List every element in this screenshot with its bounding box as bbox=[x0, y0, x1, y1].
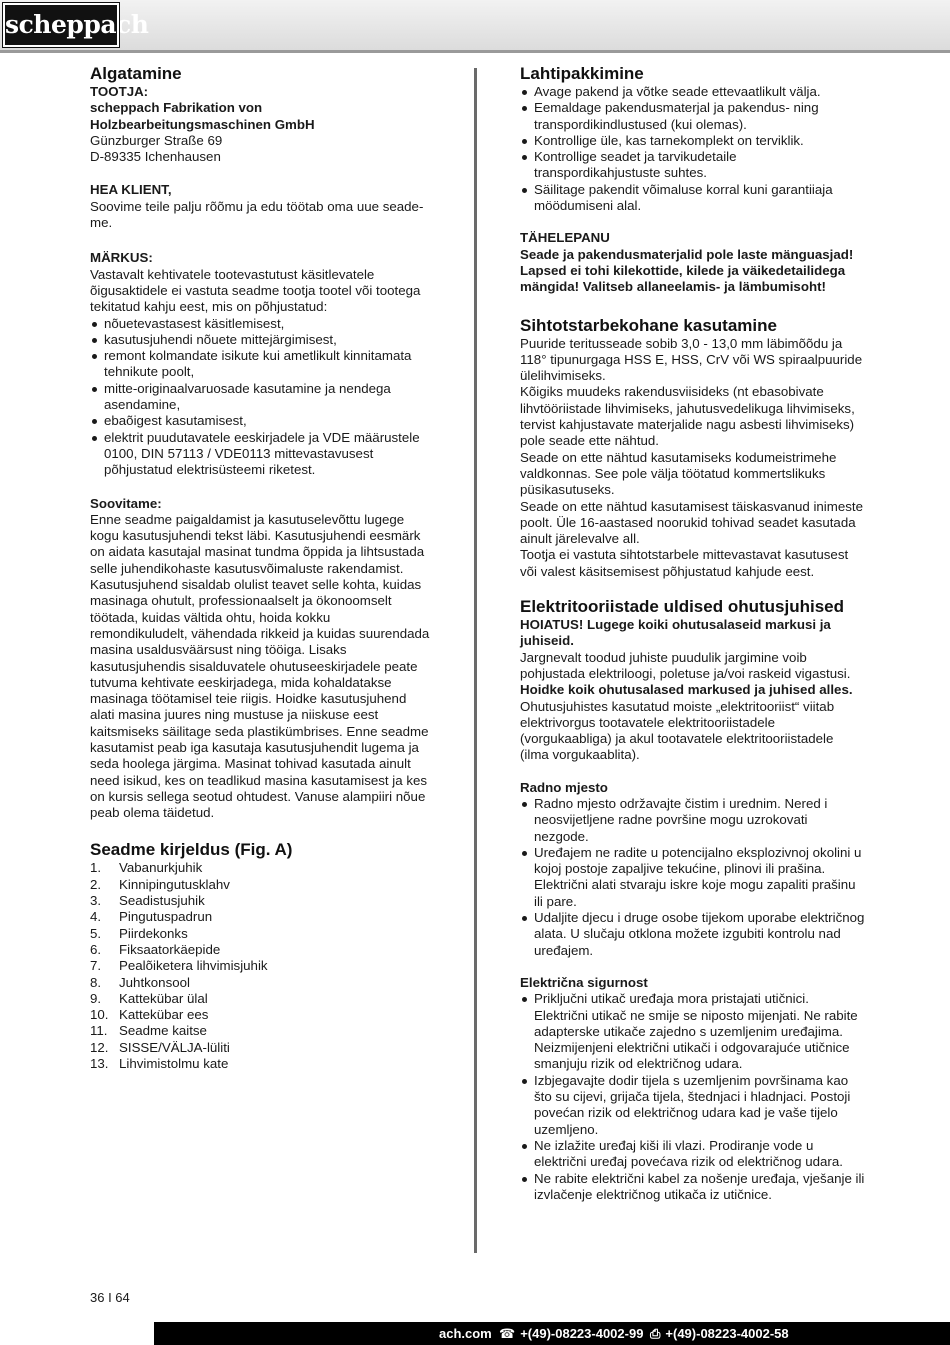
notes-item: nõuetevastasest käsitlemisest, bbox=[90, 316, 430, 332]
part-number: 7. bbox=[90, 958, 102, 974]
part-name: Seadme kaitse bbox=[119, 1023, 207, 1039]
purpose-paragraph: Seade on ette nähtud kasutamiseks kodumeistrimehe valdkonnas. See pole välja töötatud kommertslikuks püsikasutuseks. bbox=[520, 449, 837, 498]
maker-street: Günzburger Straße 69 bbox=[90, 132, 223, 148]
notes-text: Vastavalt kehtivatele tootevastutust käsitlevatele õigusaktidele ei vastuta seadme tootja tootel või tootega tekitatud kahju eest, mis on põhjustatud: bbox=[90, 266, 421, 315]
part-name: Piirdekonks bbox=[119, 925, 188, 941]
part-number: 10. bbox=[90, 1007, 109, 1023]
footer-fax-number: +(49)-08223-4002-58 bbox=[665, 1326, 789, 1341]
notes-item: mitte-originaalvaruosade kasutamine ja nendega asendamine, bbox=[90, 381, 430, 414]
attention-text: Seade ja pakendusmaterjalid pole laste mänguasjad! Lapsed ei tohi kilekottide, kilede ja väikedetailidega mängida! Valitseb allaneelamis- ja lämbumisoht! bbox=[520, 246, 854, 295]
part-number: 3. bbox=[90, 893, 102, 909]
work-area-label: Radno mjesto bbox=[520, 779, 608, 795]
scheppach-logo: scheppach bbox=[3, 3, 119, 47]
part-item bbox=[90, 942, 430, 958]
safety-text-2: Ohutusjuhistes kasutatud moiste „elektritooriist“ viitab elektrivorgus tootavatele elektritooriistadele (vorgukaabliga) ja akul tootavatele elektritooriistadele (ilma vorgukaablita). bbox=[520, 698, 835, 763]
electric-safety-label: Električna sigurnost bbox=[520, 974, 648, 990]
title-ohutusjuhised: Elektritooriistade uldised ohutusjuhised bbox=[520, 597, 844, 617]
notes-list bbox=[90, 316, 430, 479]
work-area-item: Radno mjesto održavajte čistim i urednim. Nered i neosvijetljene radne površine mogu uzrokovati nezgode. bbox=[520, 796, 865, 845]
part-name: Kinnipingutusklahv bbox=[119, 876, 230, 892]
header-bar bbox=[0, 0, 950, 53]
phone-icon: ☎ bbox=[499, 1326, 516, 1341]
part-name: Fiksaatorkäepide bbox=[119, 941, 221, 957]
work-area-item: Uređajem ne radite u potencijalno eksplozivnoj okolini u kojoj postoje zapaljive tekućine, plinovi ili prašina. Električni alati stvaraju iskre koje mogu zapaliti prašinu ili pare. bbox=[520, 845, 865, 910]
part-number: 11. bbox=[90, 1023, 108, 1039]
footer-phone-number: +(49)-08223-4002-99 bbox=[520, 1326, 644, 1341]
title-algatamine: Algatamine bbox=[90, 64, 182, 83]
part-item bbox=[90, 975, 430, 991]
footer-website: ach.com bbox=[439, 1326, 492, 1341]
part-item bbox=[90, 877, 430, 893]
electric-safety-item: Ne izlažite uređaj kiši ili vlazi. Prodiranje vode u električni uređaj povećava rizik od električnog udara. bbox=[520, 1138, 865, 1171]
part-number: 5. bbox=[90, 925, 102, 941]
safety-warning: HOIATUS! Lugege koiki ohutusalaseid markusi ja juhiseid. bbox=[520, 617, 831, 649]
part-number: 6. bbox=[90, 941, 102, 957]
unpack-item: Säilitage pakendit võimaluse korral kuni garantiiaja möödumiseni alal. bbox=[520, 182, 865, 215]
attention-label: TÄHELEPANU bbox=[520, 230, 610, 246]
part-number: 8. bbox=[90, 974, 102, 990]
electric-safety-item: Priključni utikač uređaja mora pristajati utičnici. Električni utikač ne smije se niposto mijenjati. Ne rabite adapterske utikače zajedno s uzemljenim uređajima. Neizmijenjeni električni utikači i odgovarajuće utičnice smanjuju rizik od električnog udara. bbox=[520, 991, 865, 1072]
purpose-paragraph: Tootja ei vastuta sihtotstarbele mittevastavat kasutusest või valest käsitsemisest põhjustatud kahjude eest. bbox=[520, 547, 849, 579]
footer-phone bbox=[499, 1322, 643, 1345]
part-name: Pealõiketera lihvimisjuhik bbox=[119, 958, 268, 974]
part-name: Seadistusjuhik bbox=[119, 893, 205, 909]
part-name: SISSE/VÄLJA-lüliti bbox=[119, 1039, 230, 1055]
part-item bbox=[90, 893, 430, 909]
part-number: 2. bbox=[90, 876, 102, 892]
part-name: Pingutuspadrun bbox=[119, 909, 213, 925]
part-number: 9. bbox=[90, 990, 102, 1006]
work-area-list bbox=[520, 796, 865, 959]
column-divider bbox=[474, 68, 477, 1253]
purpose-paragraph: Seade on ette nähtud kasutamisest täiskasvanud inimeste poolt. Üle 16-aastased noorukid tohivad seadet kasutada ainult järelevalve all. bbox=[520, 498, 863, 547]
title-sihtotstarbekohane: Sihtotstarbekohane kasutamine bbox=[520, 315, 777, 335]
safety-bold: Hoidke koik ohutusalased markused ja juhised alles. bbox=[520, 682, 853, 698]
notes-item: kasutusjuhendi nõuete mittejärgimisest, bbox=[90, 332, 430, 348]
part-number: 13. bbox=[90, 1056, 109, 1072]
maker-name-1: scheppach Fabrikation von bbox=[90, 100, 263, 116]
part-name: Juhtkonsool bbox=[119, 974, 190, 990]
notes-label: MÄRKUS: bbox=[90, 250, 153, 266]
footer-bar bbox=[154, 1322, 950, 1345]
left-column bbox=[90, 64, 430, 1072]
part-name: Kattekübar ees bbox=[119, 1007, 209, 1023]
title-lahtipakkimine: Lahtipakkimine bbox=[520, 64, 644, 83]
right-column bbox=[520, 64, 865, 1203]
electric-safety-item: Izbjegavajte dodir tijela s uzemljenim površinama kao što su cijevi, grijača tijela, štednjaci i hladnjaci. Postoji povećan rizik od električnog udara kad je vaše tijelo uzemljeno. bbox=[520, 1073, 865, 1138]
unpack-list bbox=[520, 84, 865, 214]
client-text: Soovime teile palju rõõmu ja edu töötab oma uue seade-me. bbox=[90, 198, 424, 231]
part-item bbox=[90, 860, 430, 876]
unpack-item: Kontrollige seadet ja tarvikudetaile transpordikahjustuste suhtes. bbox=[520, 149, 865, 182]
part-name: Kattekübar ülal bbox=[119, 990, 208, 1006]
work-area-item: Udaljite djecu i druge osobe tijekom uporabe električnog alata. U slučaju otklona možete izgubiti kontrolu nad uređajem. bbox=[520, 910, 865, 959]
part-item bbox=[90, 1040, 430, 1056]
client-label: HEA KLIENT, bbox=[90, 182, 172, 198]
notes-item: elektrit puudutavatele eeskirjadele ja VDE määrustele 0100, DIN 57113 / VDE0113 mittevastavusest põhjustatud elektrisüsteemi riketest. bbox=[90, 430, 430, 479]
maker-city: D-89335 Ichenhausen bbox=[90, 149, 221, 165]
unpack-item: Avage pakend ja võtke seade ettevaatlikult välja. bbox=[520, 84, 865, 100]
maker-name-2: Holzbearbeitungsmaschinen GmbH bbox=[90, 116, 315, 132]
footer-fax bbox=[650, 1322, 789, 1345]
part-item bbox=[90, 958, 430, 974]
part-number: 12. bbox=[90, 1039, 109, 1055]
part-name: Lihvimistolmu kate bbox=[119, 1056, 229, 1072]
safety-text-1: Jargnevalt toodud juhiste puudulik jargimine voib pohjustada elektriloogi, poletuse ja/voi raskeid vigastusi. bbox=[520, 649, 851, 681]
maker-label: TOOTJA: bbox=[90, 84, 149, 99]
purpose-text bbox=[520, 336, 865, 580]
part-item bbox=[90, 1007, 430, 1023]
purpose-paragraph: Kõigiks muudeks rakendusviisideks (nt ebasobivate lihvtööriistade lihvimiseks, jahutusvedelikuga lihvimiseks, tervist kahjustavate materjalide nagu asbesti lihvimiseks) pole seade ette nähtud. bbox=[520, 384, 855, 449]
part-item bbox=[90, 909, 430, 925]
part-number: 4. bbox=[90, 909, 102, 925]
page-number: 36 I 64 bbox=[90, 1290, 130, 1305]
unpack-item: Eemaldage pakendusmaterjal ja pakendus- ning transpordikindlustused (kui olemas). bbox=[520, 100, 865, 133]
notes-item: remont kolmandate isikute kui ametlikult kinnitamata tehnikute poolt, bbox=[90, 348, 430, 381]
parts-list bbox=[90, 860, 430, 1072]
unpack-item: Kontrollige üle, kas tarnekomplekt on terviklik. bbox=[520, 133, 865, 149]
recommend-label: Soovitame: bbox=[90, 495, 162, 511]
part-name: Vabanurkjuhik bbox=[119, 860, 203, 876]
fax-icon: ⎙ bbox=[650, 1326, 661, 1341]
recommend-text: Enne seadme paigaldamist ja kasutuselevõttu lugege kogu kasutusjuhendi tekst läbi. Kasutusjuhendi eesmärk on aidata kasutajal masinat tundma õppida ja lihtsustada selle juhendikohaste kasutusvõimaluste rakendamist. Kasutusjuhend sisaldab olulist teavet selle kohta, kuidas masinaga ohutult, professionaalselt ja ökonoomselt töötada, kuidas vältida ohtu, hoida kokku remondikuludelt, vähendada rikkeid ja kuidas suurendada masina usaldusväärsust ning tööiga. Lisaks kasutusjuhendis sisalduvatele ohutuseeskirjadele peate tutvuma kehtivate eeskirjadega, mida kohaldatakse masinaga töötamisel teie riigis. Hoidke kasutusjuhend alati masina juures ning mustuse ja niiskuse eest kaitsmiseks säilitage seda plastikümbrises. Enne seadme kasutamist peab iga kasutaja kasutusjuhendit lugema ja seda hoolega järgima. Masinat tohivad kasutada ainult need isikud, kes on teadlikud masina kasutamisest ja kes on kursis sellega seotud ohtudest. Vanuse alampiiri nõue peab olema täidetud. bbox=[90, 511, 430, 821]
part-number: 1. bbox=[90, 860, 102, 876]
part-item bbox=[90, 1023, 430, 1039]
electric-safety-list bbox=[520, 991, 865, 1203]
title-seadme-kirjeldus: Seadme kirjeldus (Fig. A) bbox=[90, 840, 293, 860]
electric-safety-item: Ne rabite električni kabel za nošenje uređaja, vješanje ili izvlačenje električnog utikača iz utičnice. bbox=[520, 1171, 865, 1204]
part-item bbox=[90, 991, 430, 1007]
purpose-paragraph: Puuride teritusseade sobib 3,0 - 13,0 mm läbimõõdu ja 118° tipunurgaga HSS E, HSS, CrV või WS spiraalpuuride ülelihvimiseks. bbox=[520, 335, 863, 384]
part-item bbox=[90, 1056, 430, 1072]
notes-item: ebaõigest kasutamisest, bbox=[90, 413, 430, 429]
part-item bbox=[90, 926, 430, 942]
